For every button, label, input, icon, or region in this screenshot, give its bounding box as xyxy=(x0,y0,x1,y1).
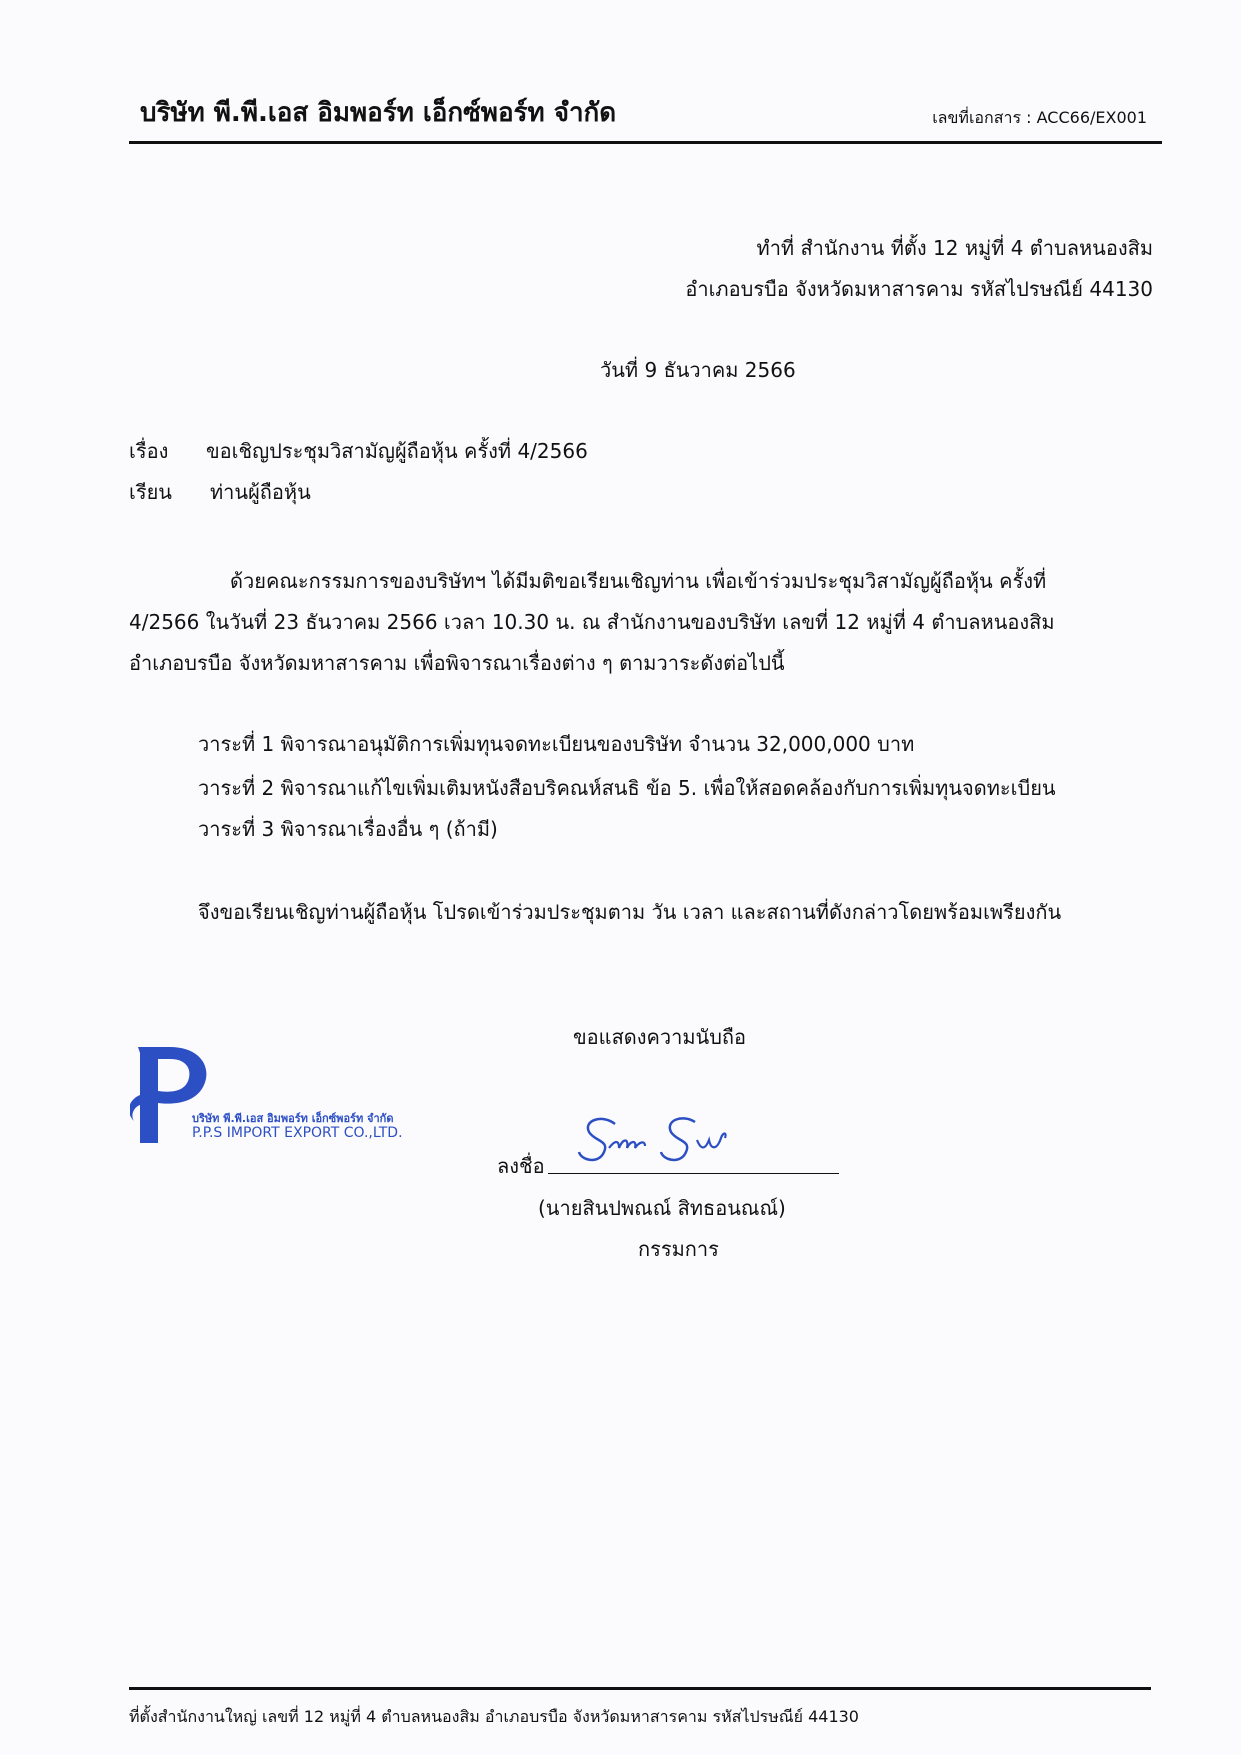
agenda-item-1: วาระที่ 1 พิจารณาอนุมัติการเพิ่มทุนจดทะเบียนของบริษัท จำนวน 32,000,000 บาท xyxy=(198,732,915,756)
body-line-3: อำเภอบรบือ จังหวัดมหาสารคาม เพื่อพิจารณาเรื่องต่าง ๆ ตามวาระดังต่อไปนี้ xyxy=(129,651,785,675)
signer-title: กรรมการ xyxy=(638,1237,719,1261)
company-name: บริษัท พี.พี.เอส อิมพอร์ท เอ็กซ์พอร์ท จำกัด xyxy=(140,98,617,128)
company-stamp xyxy=(130,1045,440,1153)
agenda-item-2: วาระที่ 2 พิจารณาแก้ไขเพิ่มเติมหนังสือบริคณห์สนธิ ข้อ 5. เพื่อให้สอดคล้องกับการเพิ่มทุนจดทะเบียน xyxy=(198,776,1056,800)
stamp-name-th: บริษัท พี.พี.เอส อิมพอร์ท เอ็กซ์พอร์ท จำกัด xyxy=(192,1112,394,1125)
letter-date: วันที่ 9 ธันวาคม 2566 xyxy=(600,358,796,382)
header-divider xyxy=(129,141,1162,144)
subject-label: เรื่อง xyxy=(129,439,169,463)
address-line-2: อำเภอบรบือ จังหวัดมหาสารคาม รหัสไปรษณีย์ 44130 xyxy=(685,277,1153,301)
agenda-item-3: วาระที่ 3 พิจารณาเรื่องอื่น ๆ (ถ้ามี) xyxy=(198,817,498,841)
footer-divider xyxy=(129,1687,1151,1690)
document-number: เลขที่เอกสาร : ACC66/EX001 xyxy=(932,108,1147,127)
body-line-2: 4/2566 ในวันที่ 23 ธันวาคม 2566 เวลา 10.30 น. ณ สำนักงานของบริษัท เลขที่ 12 หมู่ที่ 4 ตำบลหนองสิม xyxy=(129,610,1055,634)
invitation-text: จึงขอเรียนเชิญท่านผู้ถือหุ้น โปรดเข้าร่วมประชุมตาม วัน เวลา และสถานที่ดังกล่าวโดยพร้อมเพรียงกัน xyxy=(198,900,1062,924)
footer-address: ที่ตั้งสำนักงานใหญ่ เลขที่ 12 หมู่ที่ 4 ตำบลหนองสิม อำเภอบรบือ จังหวัดมหาสารคาม รหัสไปรษณีย์ 44130 xyxy=(129,1707,859,1726)
handwritten-signature xyxy=(575,1110,775,1174)
recipient-value: ท่านผู้ถือหุ้น xyxy=(210,480,311,504)
body-line-1: ด้วยคณะกรรมการของบริษัทฯ ได้มีมติขอเรียนเชิญท่าน เพื่อเข้าร่วมประชุมวิสามัญผู้ถือหุ้น ครั้งที่ xyxy=(230,569,1047,593)
subject-value: ขอเชิญประชุมวิสามัญผู้ถือหุ้น ครั้งที่ 4/2566 xyxy=(206,439,588,463)
signer-name: (นายสินปพณณ์ สิทธอนณณ์) xyxy=(538,1196,786,1220)
signature-line xyxy=(548,1173,839,1174)
signature-label: ลงชื่อ xyxy=(497,1154,545,1178)
recipient-label: เรียน xyxy=(129,480,172,504)
closing-text: ขอแสดงความนับถือ xyxy=(573,1025,747,1049)
stamp-name-en: P.P.S IMPORT EXPORT CO.,LTD. xyxy=(192,1125,403,1141)
address-line-1: ทำที่ สำนักงาน ที่ตั้ง 12 หมู่ที่ 4 ตำบลหนองสิม xyxy=(756,236,1153,260)
